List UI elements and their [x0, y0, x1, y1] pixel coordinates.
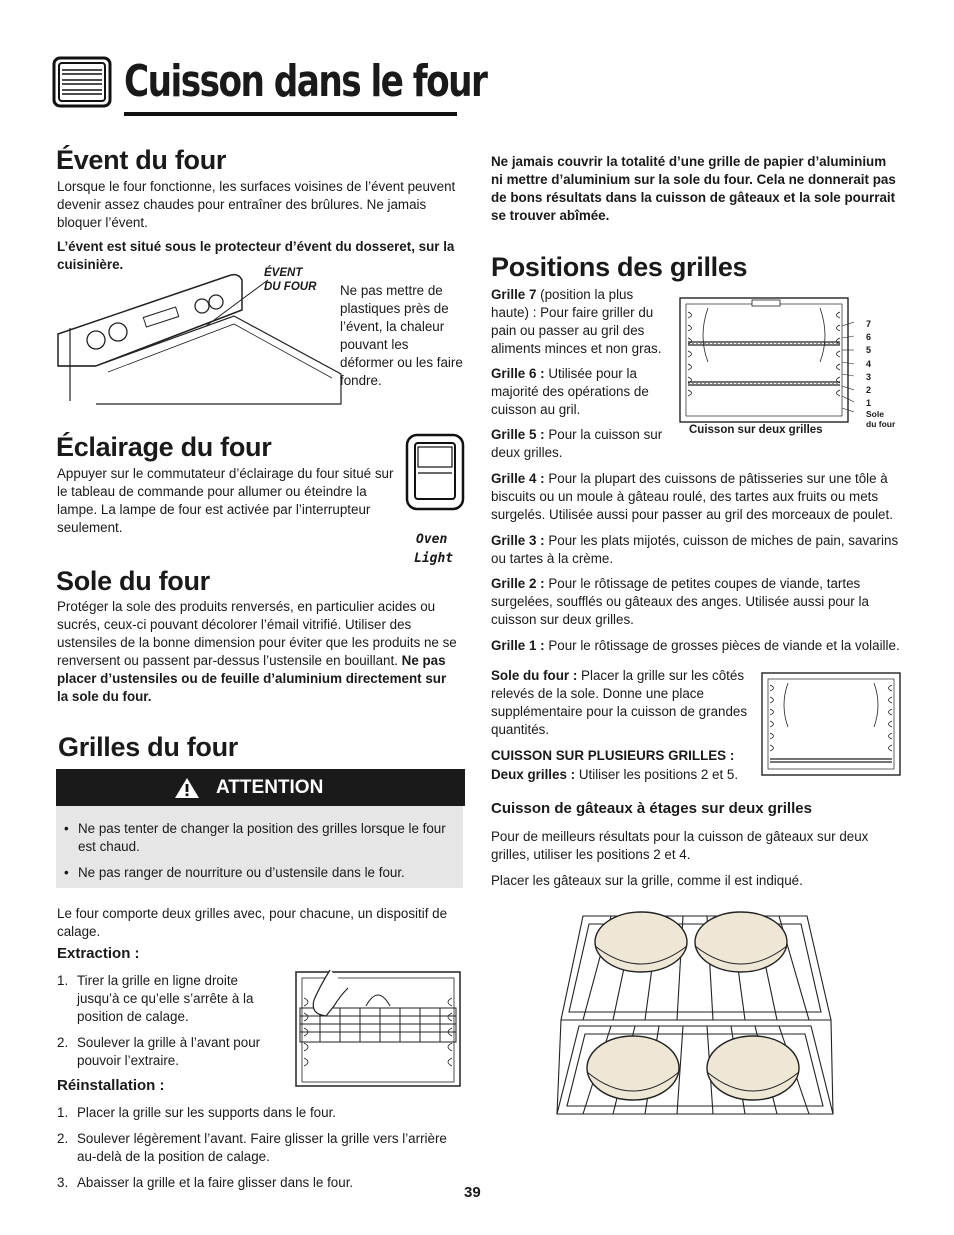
oven-light-switch-icon — [405, 433, 465, 518]
extraction-heading: Extraction : — [57, 945, 140, 962]
list-item: 3. Abaisser la grille et la faire glisser dans le four. — [57, 1175, 354, 1190]
rack-extraction-illustration — [290, 966, 466, 1093]
grille-5-text: Grille 5 : Pour la cuisson sur deux grilles. — [491, 427, 663, 460]
eclairage-heading: Éclairage du four — [56, 432, 272, 462]
grille-4-text: Grille 4 : Pour la plupart des cuissons de pâtisseries sur une tôle à biscuits ou un moule à gâteau roulé, des tartes aux fruits ou mets surgelés. Utilisée aussi pour passer au gril des morceaux de poulet. — [491, 471, 893, 522]
attention-item: • Ne pas ranger de nourriture ou d’ustensile dans le four. — [58, 864, 453, 882]
rack-positions-diagram — [678, 296, 854, 429]
reinstall-heading: Réinstallation : — [57, 1077, 165, 1094]
sole-diagram-label: Sole du four — [866, 409, 896, 429]
attention-label: ATTENTION — [216, 777, 324, 798]
event-para2: L’évent est situé sous le protecteur d’évent du dosseret, sur la cuisinière. — [57, 239, 455, 272]
list-item: 1. Tirer la grille en ligne droite jusqu’à ce qu’elle s’arrête à la position de calage. — [57, 973, 254, 1024]
multi-rack-heading: CUISSON SUR PLUSIEURS GRILLES : — [491, 748, 735, 763]
eclairage-para: Appuyer sur le commutateur d’éclairage du four situé sur le tableau de commande pour allumer ou éteindre la lampe. La lampe de four est activée par l’interrupteur seulement. — [57, 466, 394, 535]
oven-icon — [52, 56, 112, 113]
event-side-text: Ne pas mettre de plastiques près de l’évent, la chaleur pouvant les déformer ou les faire fondre. — [340, 283, 463, 388]
list-item: 2. Soulever légèrement l’avant. Faire glisser la grille vers l’arrière au-delà de la position de calage. — [57, 1131, 447, 1164]
cake-para2: Placer les gâteaux sur la grille, comme il est indiqué. — [491, 873, 803, 888]
event-label: ÉVENT DU FOUR — [264, 267, 317, 293]
attention-banner — [56, 769, 465, 806]
sole-para: Protéger la sole des produits renversés, en particulier acides ou sucrés, ceux-ci pouvant décolorer l’émail vitrifié. Utiliser des ustensiles de la bonne dimension pour éviter que les produits ne se renversent ou passent par-dessus l’ustensile en bouillant. Ne pas placer d’ustensiles ou de feuille d’aluminium directement sur la sole du four. — [57, 599, 457, 704]
extraction-list — [57, 972, 267, 1078]
aluminium-warning: Ne jamais couvrir la totalité d’une grille de papier d’aluminium ni mettre d’aluminium sur la sole du four. Cela ne donnerait pas de bons résultats dans la cuisson de gâteaux et la sole pourrait se trouver abîmée. — [491, 154, 896, 223]
warning-triangle-icon — [174, 777, 200, 799]
layer-cakes-two-racks-illustration — [553, 908, 837, 1123]
event-heading: Évent du four — [56, 145, 227, 175]
grille-6-text: Grille 6 : Utilisée pour la majorité des opérations de cuisson au gril. — [491, 366, 649, 417]
cake-heading: Cuisson de gâteaux à étages sur deux grilles — [491, 800, 812, 817]
cake-para1: Pour de meilleurs résultats pour la cuisson de gâteaux sur deux grilles, utiliser les positions 2 et 4. — [491, 829, 869, 862]
grille-3-text: Grille 3 : Pour les plats mijotés, cuisson de miches de pain, savarins ou tartes à la crème. — [491, 533, 899, 566]
grille-7-text: Grille 7 (position la plus haute) : Pour faire griller du pain ou passer au gril des aliments minces et non gras. — [491, 287, 662, 356]
positions-heading: Positions des grilles — [491, 252, 748, 282]
rack-number-labels: 7 6 5 4 3 2 1 — [866, 319, 872, 409]
page-number: 39 — [464, 1184, 481, 1201]
page-title: Cuisson dans le four — [124, 56, 487, 107]
list-item: 1. Placer la grille sur les supports dans le four. — [57, 1105, 337, 1120]
title-underline — [124, 112, 457, 116]
list-item: 2. Soulever la grille à l’avant pour pouvoir l’extraire. — [57, 1035, 261, 1068]
grilles-intro: Le four comporte deux grilles avec, pour chacune, un dispositif de calage. — [57, 906, 448, 939]
event-para1: Lorsque le four fonctionne, les surfaces voisines de l’évent peuvent devenir assez chaudes pour entraîner des brûlures. Ne jamais bloquer l’évent. — [57, 179, 456, 230]
sole-rack-text: Sole du four : Placer la grille sur les côtés relevés de la sole. Donne une place supplémentaire pour la cuisson de grandes quantités. — [491, 668, 748, 737]
grilles-heading: Grilles du four — [58, 732, 239, 762]
oven-light-label: Oven Light — [414, 532, 454, 566]
reinstall-list — [57, 1104, 467, 1200]
attention-item: • Ne pas tenter de changer la position des grilles lorsque le four est chaud. — [58, 820, 453, 856]
grille-2-text: Grille 2 : Pour le rôtissage de petites coupes de viande, tartes surgelées, soufflés ou gâteaux des anges. Utilisée aussi pour la cuisson sur deux grilles. — [491, 576, 869, 627]
multi-rack-text: Deux grilles : Utiliser les positions 2 et 5. — [491, 767, 739, 782]
attention-box — [56, 806, 463, 888]
sole-heading: Sole du four — [56, 566, 210, 596]
diagram-caption: Cuisson sur deux grilles — [689, 424, 823, 436]
grille-1-text: Grille 1 : Pour le rôtissage de grosses pièces de viande et la volaille. — [491, 638, 900, 653]
attention-list — [58, 820, 453, 890]
oven-bottom-rack-diagram — [760, 671, 902, 782]
